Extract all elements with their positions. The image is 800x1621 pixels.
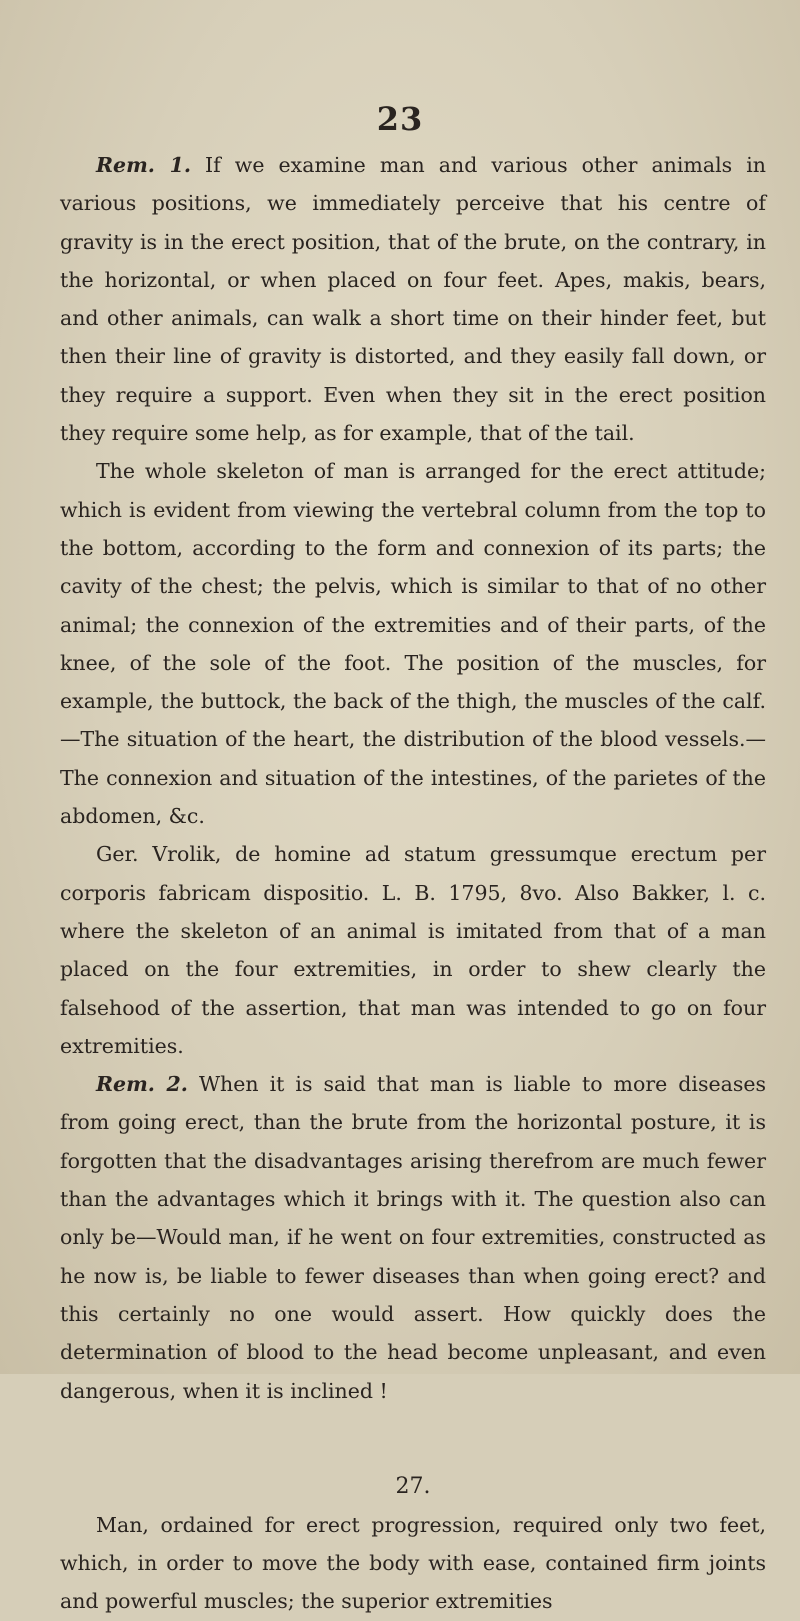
paragraph-lead: Rem. 1.	[96, 153, 191, 177]
section-paragraph	[60, 1506, 766, 1621]
page-number: 23	[376, 100, 424, 138]
paragraph-text: If we examine man and various other animals in various positions, we immediately perceive that his centre of gravity is in the erect position, that of the brute, on the contrary, in the horizontal, or when placed on four feet. Apes, makis, bears, and other animals, can walk a short time on their hinder feet, but then their line of gravity is distorted, and they easily fall down, or they require a support. Even when they sit in the erect position they require some help, as for example, that of the tail.	[60, 153, 766, 446]
paragraph-text: Ger. Vrolik, de homine ad statum gressumque erectum per corporis fabricam dispositio. L. B. 1795, 8vo. Also Bakker, l. c. where the skeleton of an animal is imitated from that of a man placed on the four extremities, in order to shew clearly the falsehood of the assertion, that man was intended to go on four extremities.	[60, 842, 766, 1058]
paragraph-rem-2	[60, 1065, 766, 1410]
section-number: 27.	[395, 1473, 431, 1499]
paragraph-lead: Rem. 2.	[96, 1072, 188, 1097]
paragraph-text: The whole skeleton of man is arranged for the erect attitude; which is evident from viewing the vertebral column from the top to the bottom, according to the form and connexion of its parts; the cavity of the chest; the pelvis, which is similar to that of no other animal; the connexion of the extremities and of their parts, of the knee, of the sole of the foot. The position of the muscles, for example, the buttock, the back of the thigh, the muscles of the calf.—The situation of the heart, the distribution of the blood vessels.—The connexion and situation of the intestines, of the parietes of the abdomen, &c.	[60, 459, 766, 829]
paragraph-text: When it is said that man is liable to more diseases from going erect, than the brute from the horizontal posture, it is forgotten that the disadvantages arising therefrom are much fewer than the advantages which it brings with it. The question also can only be—Would man, if he went on four extremities, constructed as he now is, be liable to fewer diseases than when going erect? and this certainly no one would assert. How quickly does the determination of blood to the head become unpleasant, and even dangerous, when it is inclined !	[60, 1072, 766, 1403]
paragraph-reference	[60, 835, 766, 1065]
paragraph-text: Man, ordained for erect progression, required only two feet, which, in order to move the body with ease, contained firm joints and powerful muscles; the superior extremities	[60, 1512, 766, 1614]
body-text	[60, 146, 766, 1621]
paragraph-rem-1	[60, 146, 766, 452]
paragraph-skeleton	[60, 452, 766, 835]
